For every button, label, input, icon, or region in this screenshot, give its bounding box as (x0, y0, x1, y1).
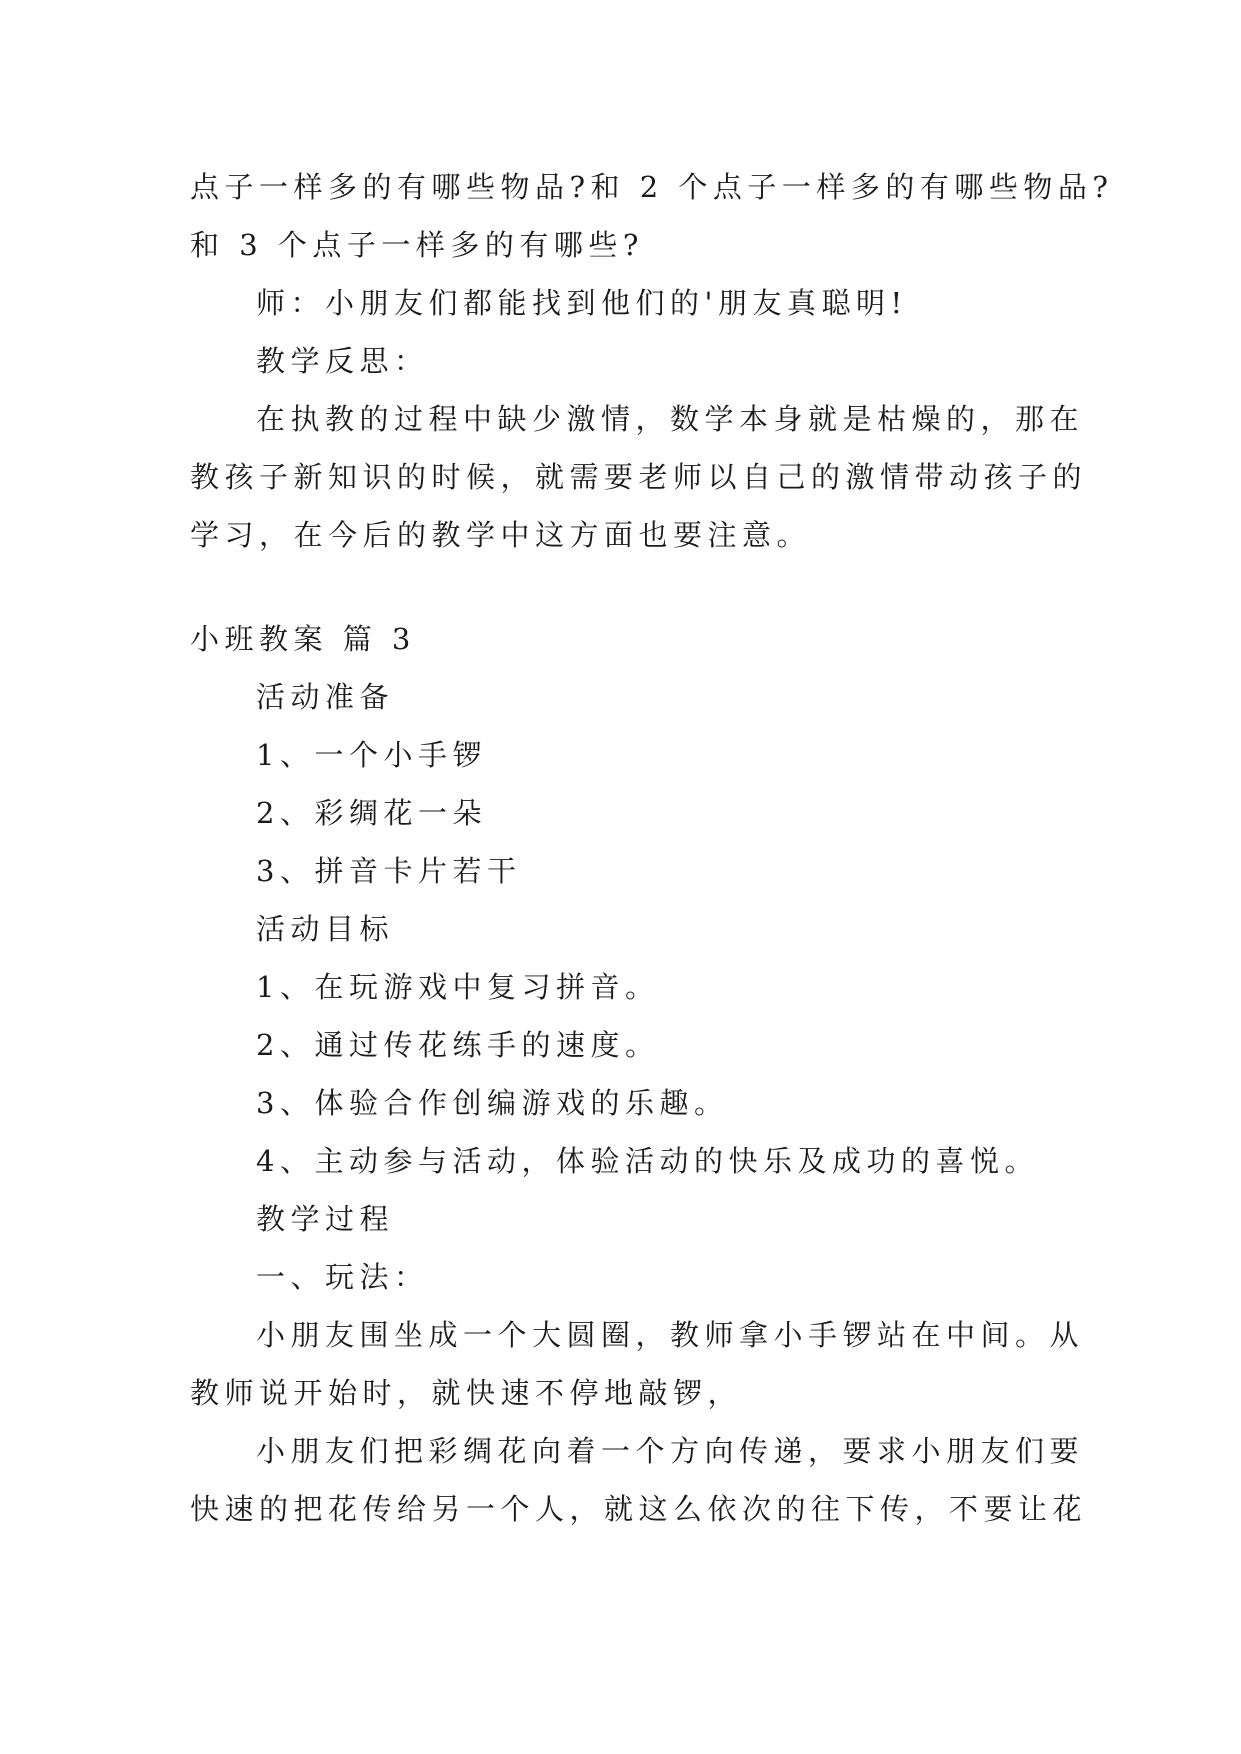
list-item: 2、彩绸花一朵 (256, 796, 487, 830)
subheading: 活动准备 (256, 680, 395, 714)
paragraph-line: 教师说开始时，就快速不停地敲锣， (190, 1376, 743, 1410)
subheading: 一、玩法： (256, 1260, 429, 1294)
paragraph-line: 师：小朋友们都能找到他们的'朋友真聪明! (256, 286, 908, 320)
paragraph-line: 学习，在今后的教学中这方面也要注意。 (190, 518, 812, 552)
paragraph-line: 快速的把花传给另一个人，就这么依次的往下传，不要让花 (190, 1492, 1088, 1526)
paragraph-line: 和 3 个点子一样多的有哪些? (190, 228, 644, 262)
list-item: 3、体验合作创编游戏的乐趣。 (256, 1086, 729, 1120)
document-page (190, 158, 1114, 1538)
paragraph-line: 在执教的过程中缺少激情，数学本身就是枯燥的，那在 (256, 402, 1085, 436)
list-item: 3、拼音卡片若干 (256, 854, 522, 888)
paragraph-line: 小朋友围坐成一个大圆圈，教师拿小手锣站在中间。从 (256, 1318, 1085, 1352)
paragraph-line: 教孩子新知识的时候，就需要老师以自己的激情带动孩子的 (190, 460, 1088, 494)
list-item: 4、主动参与活动，体验活动的快乐及成功的喜悦。 (256, 1144, 1039, 1178)
list-item: 1、一个小手锣 (256, 738, 487, 772)
paragraph-line: 点子一样多的有哪些物品?和 2 个点子一样多的有哪些物品? (190, 170, 1114, 204)
list-item: 1、在玩游戏中复习拼音。 (256, 970, 660, 1004)
subheading: 教学过程 (256, 1202, 395, 1236)
paragraph-line: 小朋友们把彩绸花向着一个方向传递，要求小朋友们要 (256, 1434, 1085, 1468)
list-item: 2、通过传花练手的速度。 (256, 1028, 660, 1062)
section-title: 小班教案 篇 3 (190, 622, 416, 656)
subheading: 活动目标 (256, 912, 395, 946)
subheading: 教学反思： (256, 344, 429, 378)
